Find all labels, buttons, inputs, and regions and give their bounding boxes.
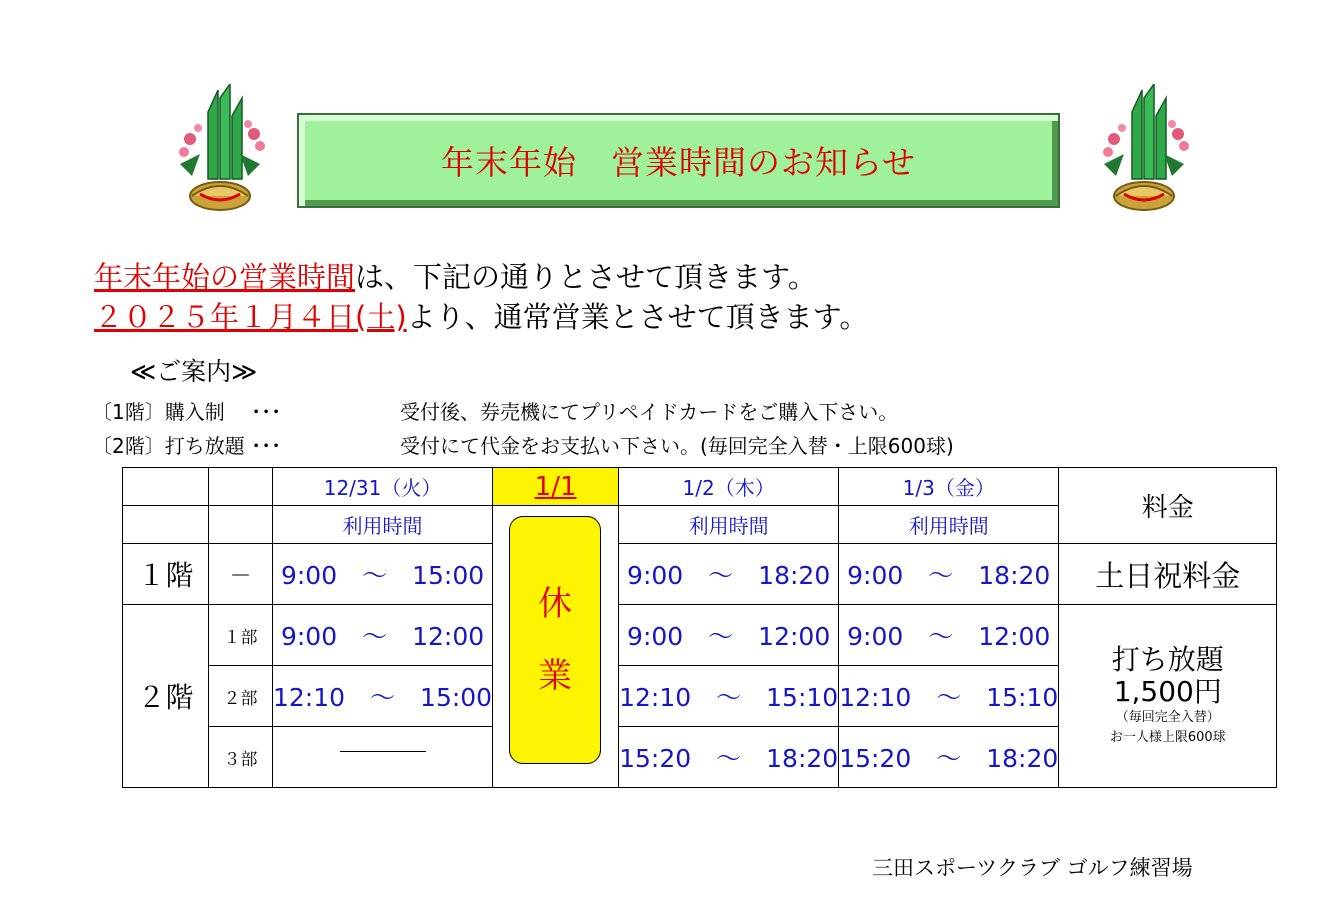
intro-text-1: は、下記の通りとさせて頂きます。 [355, 260, 817, 294]
date-header: 1/1 [493, 468, 619, 506]
closed-char: 業 [538, 656, 572, 696]
table-row [123, 468, 1277, 506]
kadomatsu-icon [170, 84, 270, 214]
closed-badge [509, 516, 601, 764]
time-cell: 9:00 ～ 12:00 [619, 605, 839, 666]
usage-label: 利用時間 [839, 506, 1059, 544]
time-cell-empty [273, 727, 493, 788]
intro-highlight-1: 年末年始の営業時間 [94, 260, 356, 294]
time-cell: 9:00 ～ 15:00 [273, 544, 493, 605]
usage-label: 利用時間 [273, 506, 493, 544]
schedule-table [122, 467, 1277, 788]
intro-highlight-2: ２０２５年１月４日(土) [94, 300, 407, 334]
time-cell: 12:10 ～ 15:10 [619, 666, 839, 727]
price-title: 打ち放題 [1111, 643, 1224, 676]
part-label: １部 [209, 605, 273, 666]
kadomatsu-icon [1094, 84, 1194, 214]
price-note: お一人様上限600球 [1109, 730, 1226, 745]
time-cell: 9:00 ～ 12:00 [273, 605, 493, 666]
intro-line-2 [94, 295, 868, 336]
guide-heading: ≪ご案内≫ [130, 357, 258, 386]
price-header: 料金 [1059, 468, 1277, 544]
time-cell: 9:00 ～ 12:00 [839, 605, 1059, 666]
guide-item-label: 〔1階〕購入制 ･･･ [92, 400, 282, 424]
intro-line-1 [94, 255, 817, 296]
usage-label: 利用時間 [619, 506, 839, 544]
date-header: 1/2（木） [619, 468, 839, 506]
guide-item-label: 〔2階〕打ち放題 ･･･ [92, 434, 282, 458]
price-note: （毎回完全入替） [1115, 710, 1220, 725]
time-cell: 9:00 ～ 18:20 [619, 544, 839, 605]
page-title: 年末年始 営業時間のお知らせ [440, 143, 916, 182]
title-banner [297, 113, 1060, 208]
time-cell: 15:20 ～ 18:20 [619, 727, 839, 788]
guide-item-text: 受付後、券売機にてプリペイドカードをご購入下さい。 [400, 400, 899, 424]
empty-line [340, 751, 426, 752]
time-cell: 9:00 ～ 18:20 [839, 544, 1059, 605]
price-cell: 土日祝料金 [1059, 544, 1277, 605]
guide-item-text: 受付にて代金をお支払い下さい。(毎回完全入替・上限600球) [400, 434, 954, 458]
floor-label: ２階 [123, 605, 209, 788]
intro-text-2: より、通常営業とさせて頂きます。 [406, 300, 869, 334]
table-row [123, 605, 1277, 666]
part-label: ２部 [209, 666, 273, 727]
footer-org: 三田スポーツクラブ ゴルフ練習場 [872, 856, 1193, 880]
date-header: 1/3（金） [839, 468, 1059, 506]
closed-char: 休 [538, 584, 572, 624]
date-header: 12/31（火） [273, 468, 493, 506]
time-cell: 12:10 ～ 15:00 [273, 666, 493, 727]
part-label: ３部 [209, 727, 273, 788]
part-label: － [209, 544, 273, 605]
table-row [123, 544, 1277, 605]
time-cell: 15:20 ～ 18:20 [839, 727, 1059, 788]
time-cell: 12:10 ～ 15:10 [839, 666, 1059, 727]
price-cell [1059, 605, 1277, 788]
price-amount: 1,500円 [1113, 675, 1222, 708]
floor-label: １階 [123, 544, 209, 605]
